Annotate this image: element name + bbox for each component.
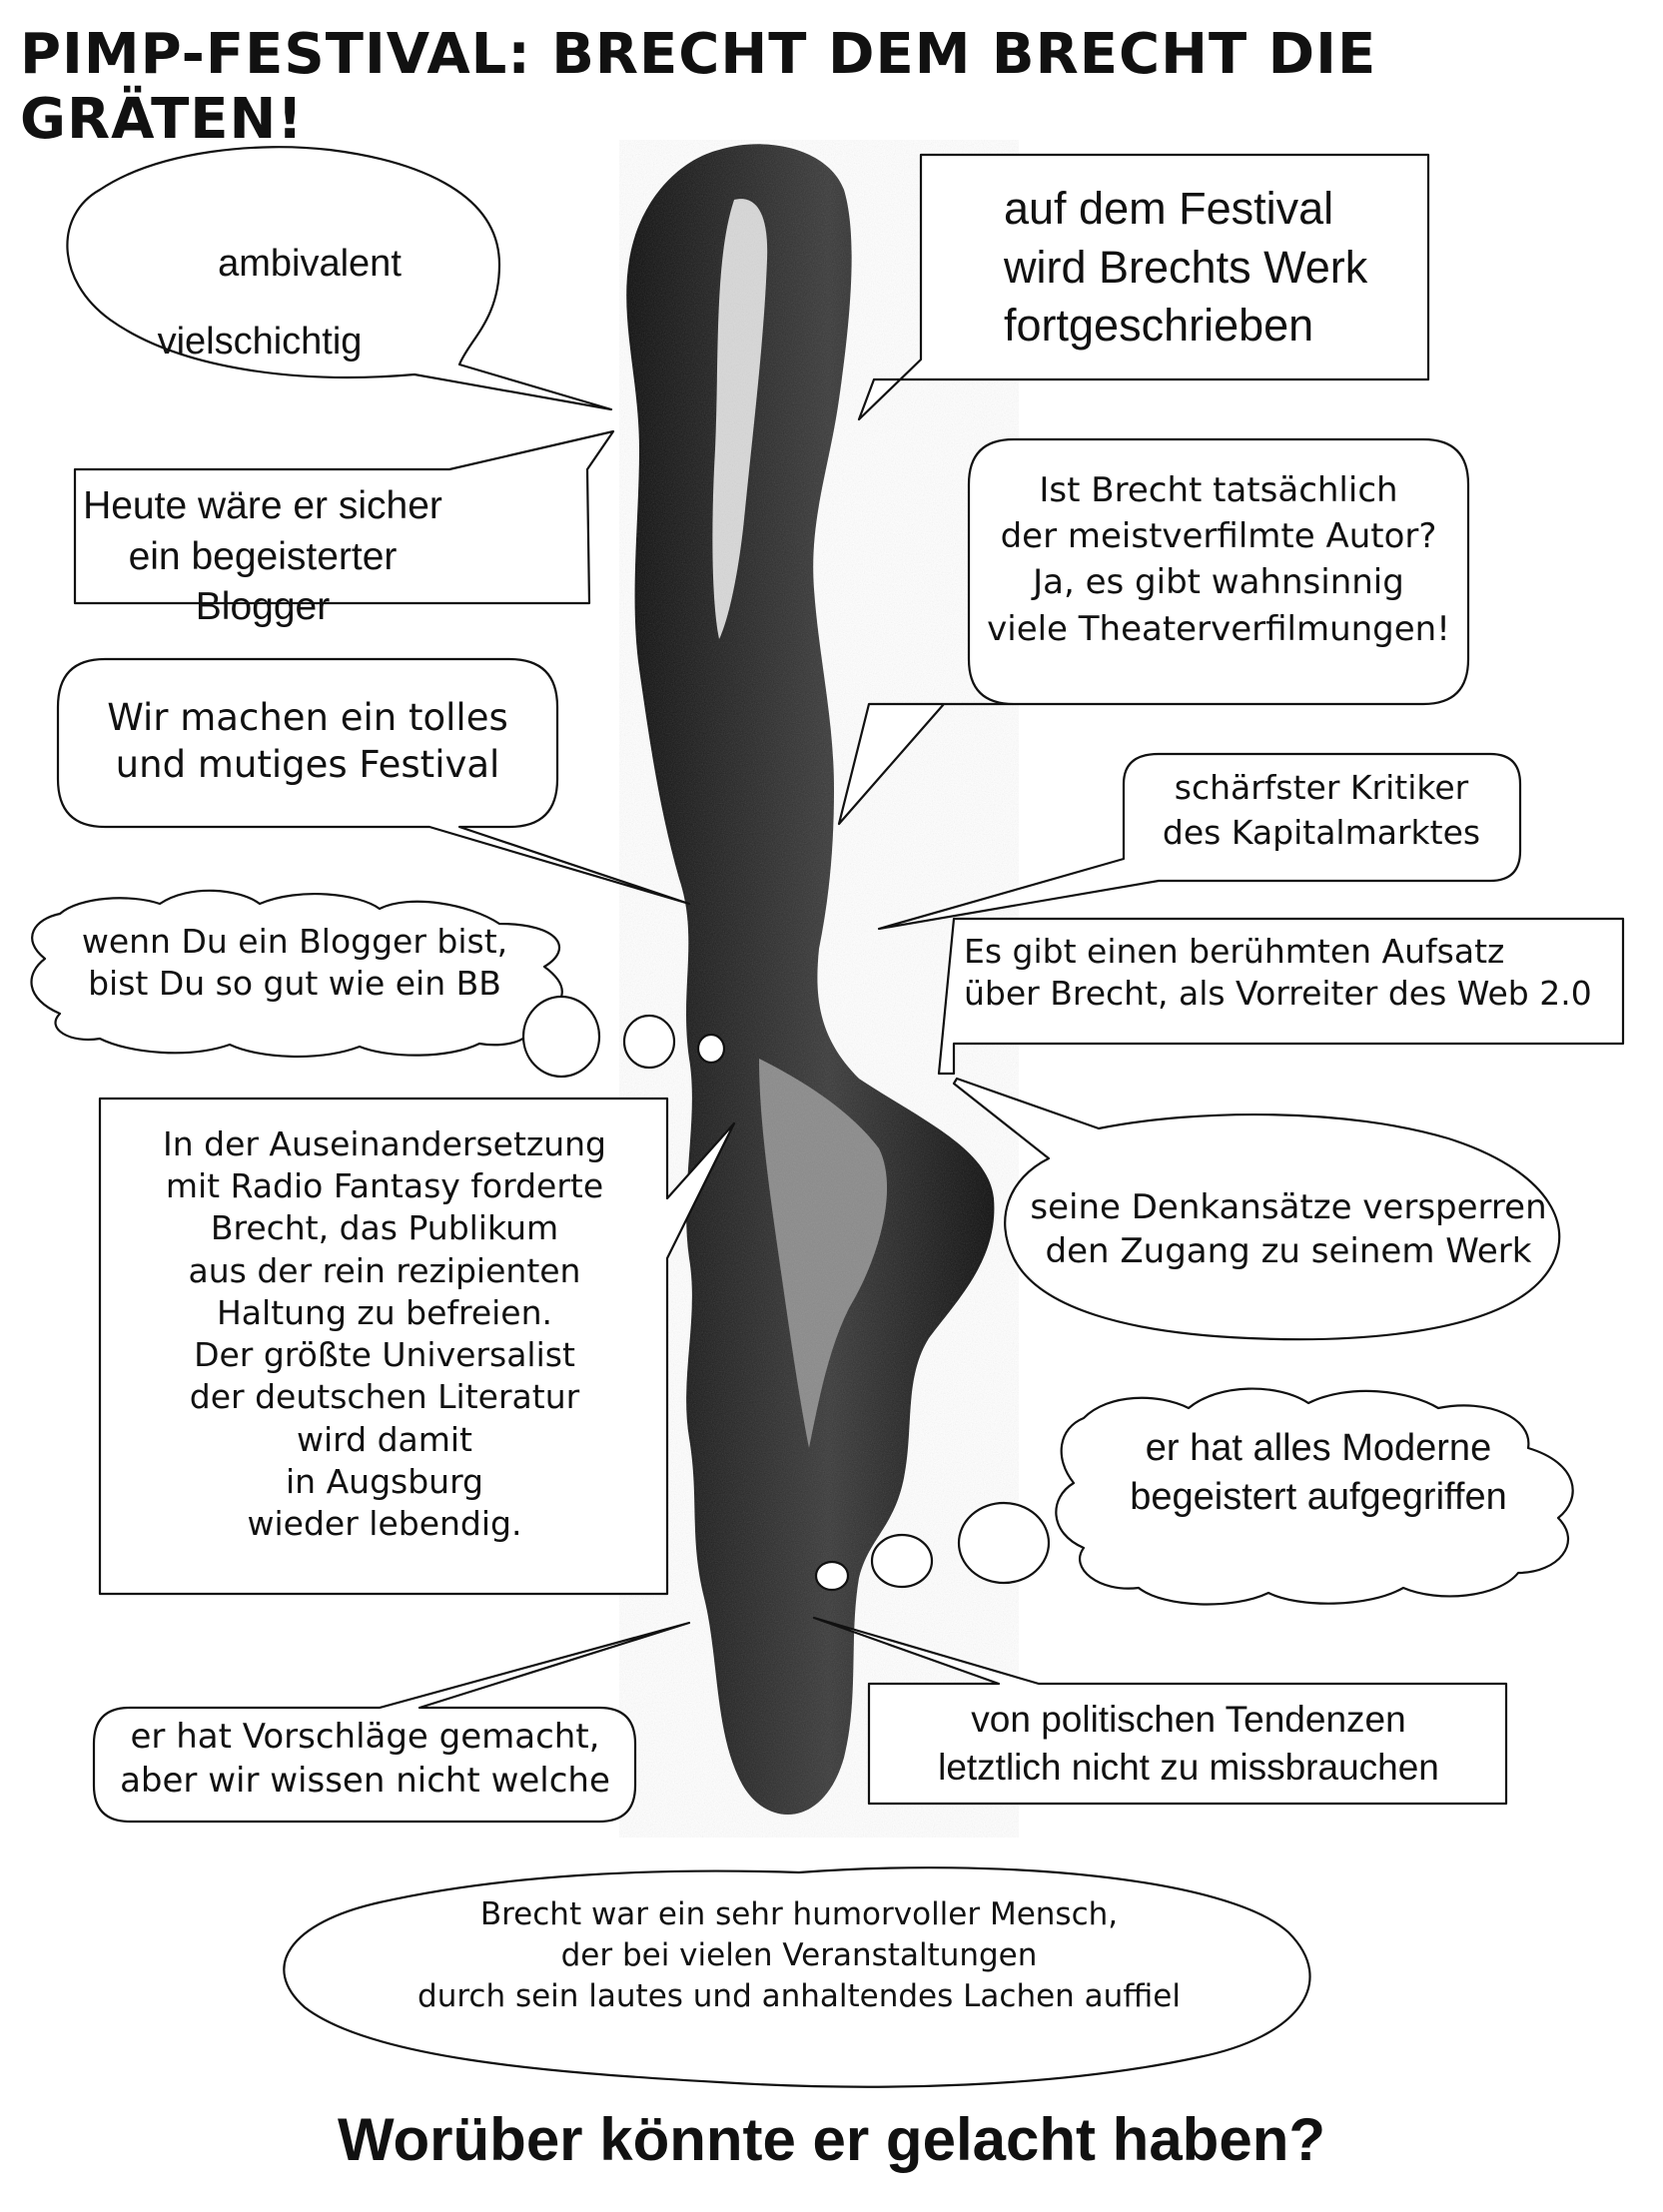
bubble-radio-text: In der Auseinandersetzung mit Radio Fantasy forderte Brecht, das Publikum aus der rein rezipienten Haltung zu befreien. Der größte Universalist der deutschen Literatur wird damit in Augsburg wieder lebendig. [162,1124,606,1544]
page-title: PIMP-FESTIVAL: BRECHT DEM BRECHT DIE GRÄTEN! [20,22,1377,152]
closing-question: Worüber könnte er gelacht haben? [337,2106,1326,2173]
thought-dot-3 [698,1035,724,1063]
bubble-tendenzen-text: von politischen Tendenzen letztlich nicht zu missbrauchen [938,1699,1439,1789]
bubble-aufsatz-text: Es gibt einen berühmten Aufsatz über Brecht, als Vorreiter des Web 2.0 [964,932,1592,1014]
bubble-kritiker-text: schärfster Kritiker des Kapitalmarktes [1162,768,1481,852]
bubble-vielschichtig-text: vielschichtig [157,321,363,363]
bubble-ambivalent-text: ambivalent [218,243,402,285]
thought-dot-2 [624,1016,674,1068]
bubble-festival-text: Wir machen ein tolles und mutiges Festival [107,696,508,787]
bubble-denkansaetze-text: seine Denkansätze versperren den Zugang zu seinem Werk [1030,1187,1547,1271]
bubble-fortgeschrieben-text: auf dem Festival wird Brechts Werk fortgeschrieben [1004,183,1368,351]
thought-dot-5 [872,1535,932,1587]
bubble-humor-text: Brecht war ein sehr humorvoller Mensch, der bei vielen Veranstaltungen durch sein lautes und anhaltendes Lachen auffiel [417,1896,1181,2014]
bubble-vorschlaege-text: er hat Vorschläge gemacht, aber wir wissen nicht welche [120,1717,610,1801]
thought-dot-4 [959,1503,1049,1583]
thought-dot-1 [523,997,599,1077]
bubble-verfilmt-text: Ist Brecht tatsächlich der meistverfilmte Autor? Ja, es gibt wahnsinnig viele Theaterverfilmungen! [987,470,1450,649]
bubble-moderne-text: er hat alles Moderne begeistert aufgegriffen [1130,1427,1507,1519]
bubble-bb-text: wenn Du ein Blogger bist, bist Du so gut wie ein BB [81,922,508,1004]
thought-dot-6 [816,1562,848,1590]
bubble-blogger-text: Heute wäre er sicher ein begeisterter Blogger [83,484,442,629]
